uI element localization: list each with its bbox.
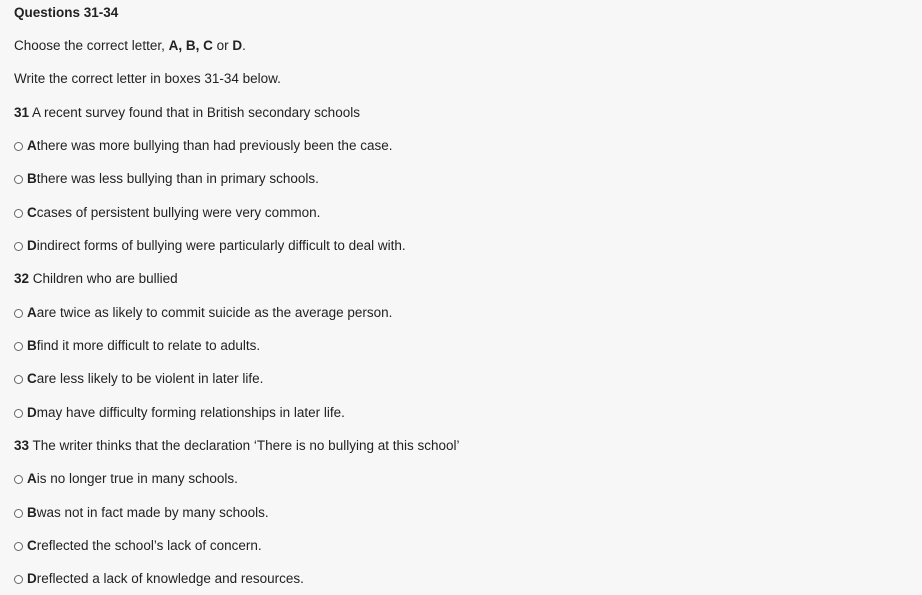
- option-33-d[interactable]: [14, 571, 304, 587]
- instruction-letters: A, B, C: [168, 38, 213, 53]
- option-text: reflected the school’s lack of concern.: [36, 538, 262, 553]
- radio-button[interactable]: [14, 409, 23, 418]
- option-31-d[interactable]: [14, 238, 406, 254]
- option-33-a[interactable]: [14, 471, 238, 487]
- option-31-c[interactable]: [14, 205, 320, 221]
- radio-button[interactable]: [14, 175, 23, 184]
- instruction-text: Choose the correct letter,: [14, 38, 169, 53]
- option-letter: A: [27, 305, 37, 320]
- instruction-line-2: Write the correct letter in boxes 31-34 below.: [14, 71, 281, 86]
- radio-button[interactable]: [14, 209, 23, 218]
- radio-button[interactable]: [14, 509, 23, 518]
- option-text: are twice as likely to commit suicide as the average person.: [36, 305, 393, 320]
- option-32-b[interactable]: [14, 338, 260, 354]
- option-text: was not in fact made by many schools.: [36, 505, 269, 520]
- option-letter: A: [27, 471, 37, 486]
- option-letter: C: [27, 205, 37, 220]
- option-letter: D: [27, 405, 37, 420]
- radio-button[interactable]: [14, 542, 23, 551]
- question-number: 32: [14, 271, 30, 286]
- option-31-b[interactable]: [14, 171, 319, 187]
- question-31-stem: [14, 105, 360, 121]
- question-text: The writer thinks that the declaration ‘There is no bullying at this school’: [29, 438, 460, 453]
- instruction-line-1: [14, 38, 246, 54]
- option-text: are less likely to be violent in later life.: [36, 371, 264, 386]
- radio-button[interactable]: [14, 142, 23, 151]
- question-number: 31: [14, 105, 30, 120]
- option-letter: B: [27, 505, 37, 520]
- question-number: 33: [14, 438, 30, 453]
- option-letter: B: [27, 171, 37, 186]
- page-title: Questions 31-34: [14, 5, 119, 20]
- radio-button[interactable]: [14, 242, 23, 251]
- option-text: there was less bullying than in primary schools.: [36, 171, 319, 186]
- option-33-b[interactable]: [14, 505, 269, 521]
- option-text: may have difficulty forming relationships in later life.: [36, 405, 345, 420]
- instruction-end: .: [242, 38, 246, 53]
- option-text: indirect forms of bullying were particularly difficult to deal with.: [36, 238, 406, 253]
- option-letter: D: [27, 571, 37, 586]
- instruction-or: or: [212, 38, 233, 53]
- radio-button[interactable]: [14, 309, 23, 318]
- option-text: reflected a lack of knowledge and resources.: [36, 571, 304, 586]
- question-32-stem: [14, 271, 178, 287]
- radio-button[interactable]: [14, 575, 23, 584]
- radio-button[interactable]: [14, 342, 23, 351]
- option-32-a[interactable]: [14, 305, 392, 321]
- option-letter: A: [27, 138, 37, 153]
- option-32-d[interactable]: [14, 405, 345, 421]
- radio-button[interactable]: [14, 475, 23, 484]
- question-33-stem: [14, 438, 460, 454]
- radio-button[interactable]: [14, 375, 23, 384]
- option-letter: B: [27, 338, 37, 353]
- question-text: A recent survey found that in British secondary schools: [29, 105, 360, 120]
- option-text: is no longer true in many schools.: [36, 471, 238, 486]
- option-letter: C: [27, 538, 37, 553]
- option-32-c[interactable]: [14, 371, 263, 387]
- instruction-last-letter: D: [232, 38, 243, 53]
- question-text: Children who are bullied: [29, 271, 178, 286]
- option-text: there was more bullying than had previously been the case.: [36, 138, 393, 153]
- option-33-c[interactable]: [14, 538, 262, 554]
- option-letter: D: [27, 238, 37, 253]
- option-letter: C: [27, 371, 37, 386]
- option-text: cases of persistent bullying were very common.: [36, 205, 321, 220]
- option-text: find it more difficult to relate to adults.: [36, 338, 261, 353]
- option-31-a[interactable]: [14, 138, 392, 154]
